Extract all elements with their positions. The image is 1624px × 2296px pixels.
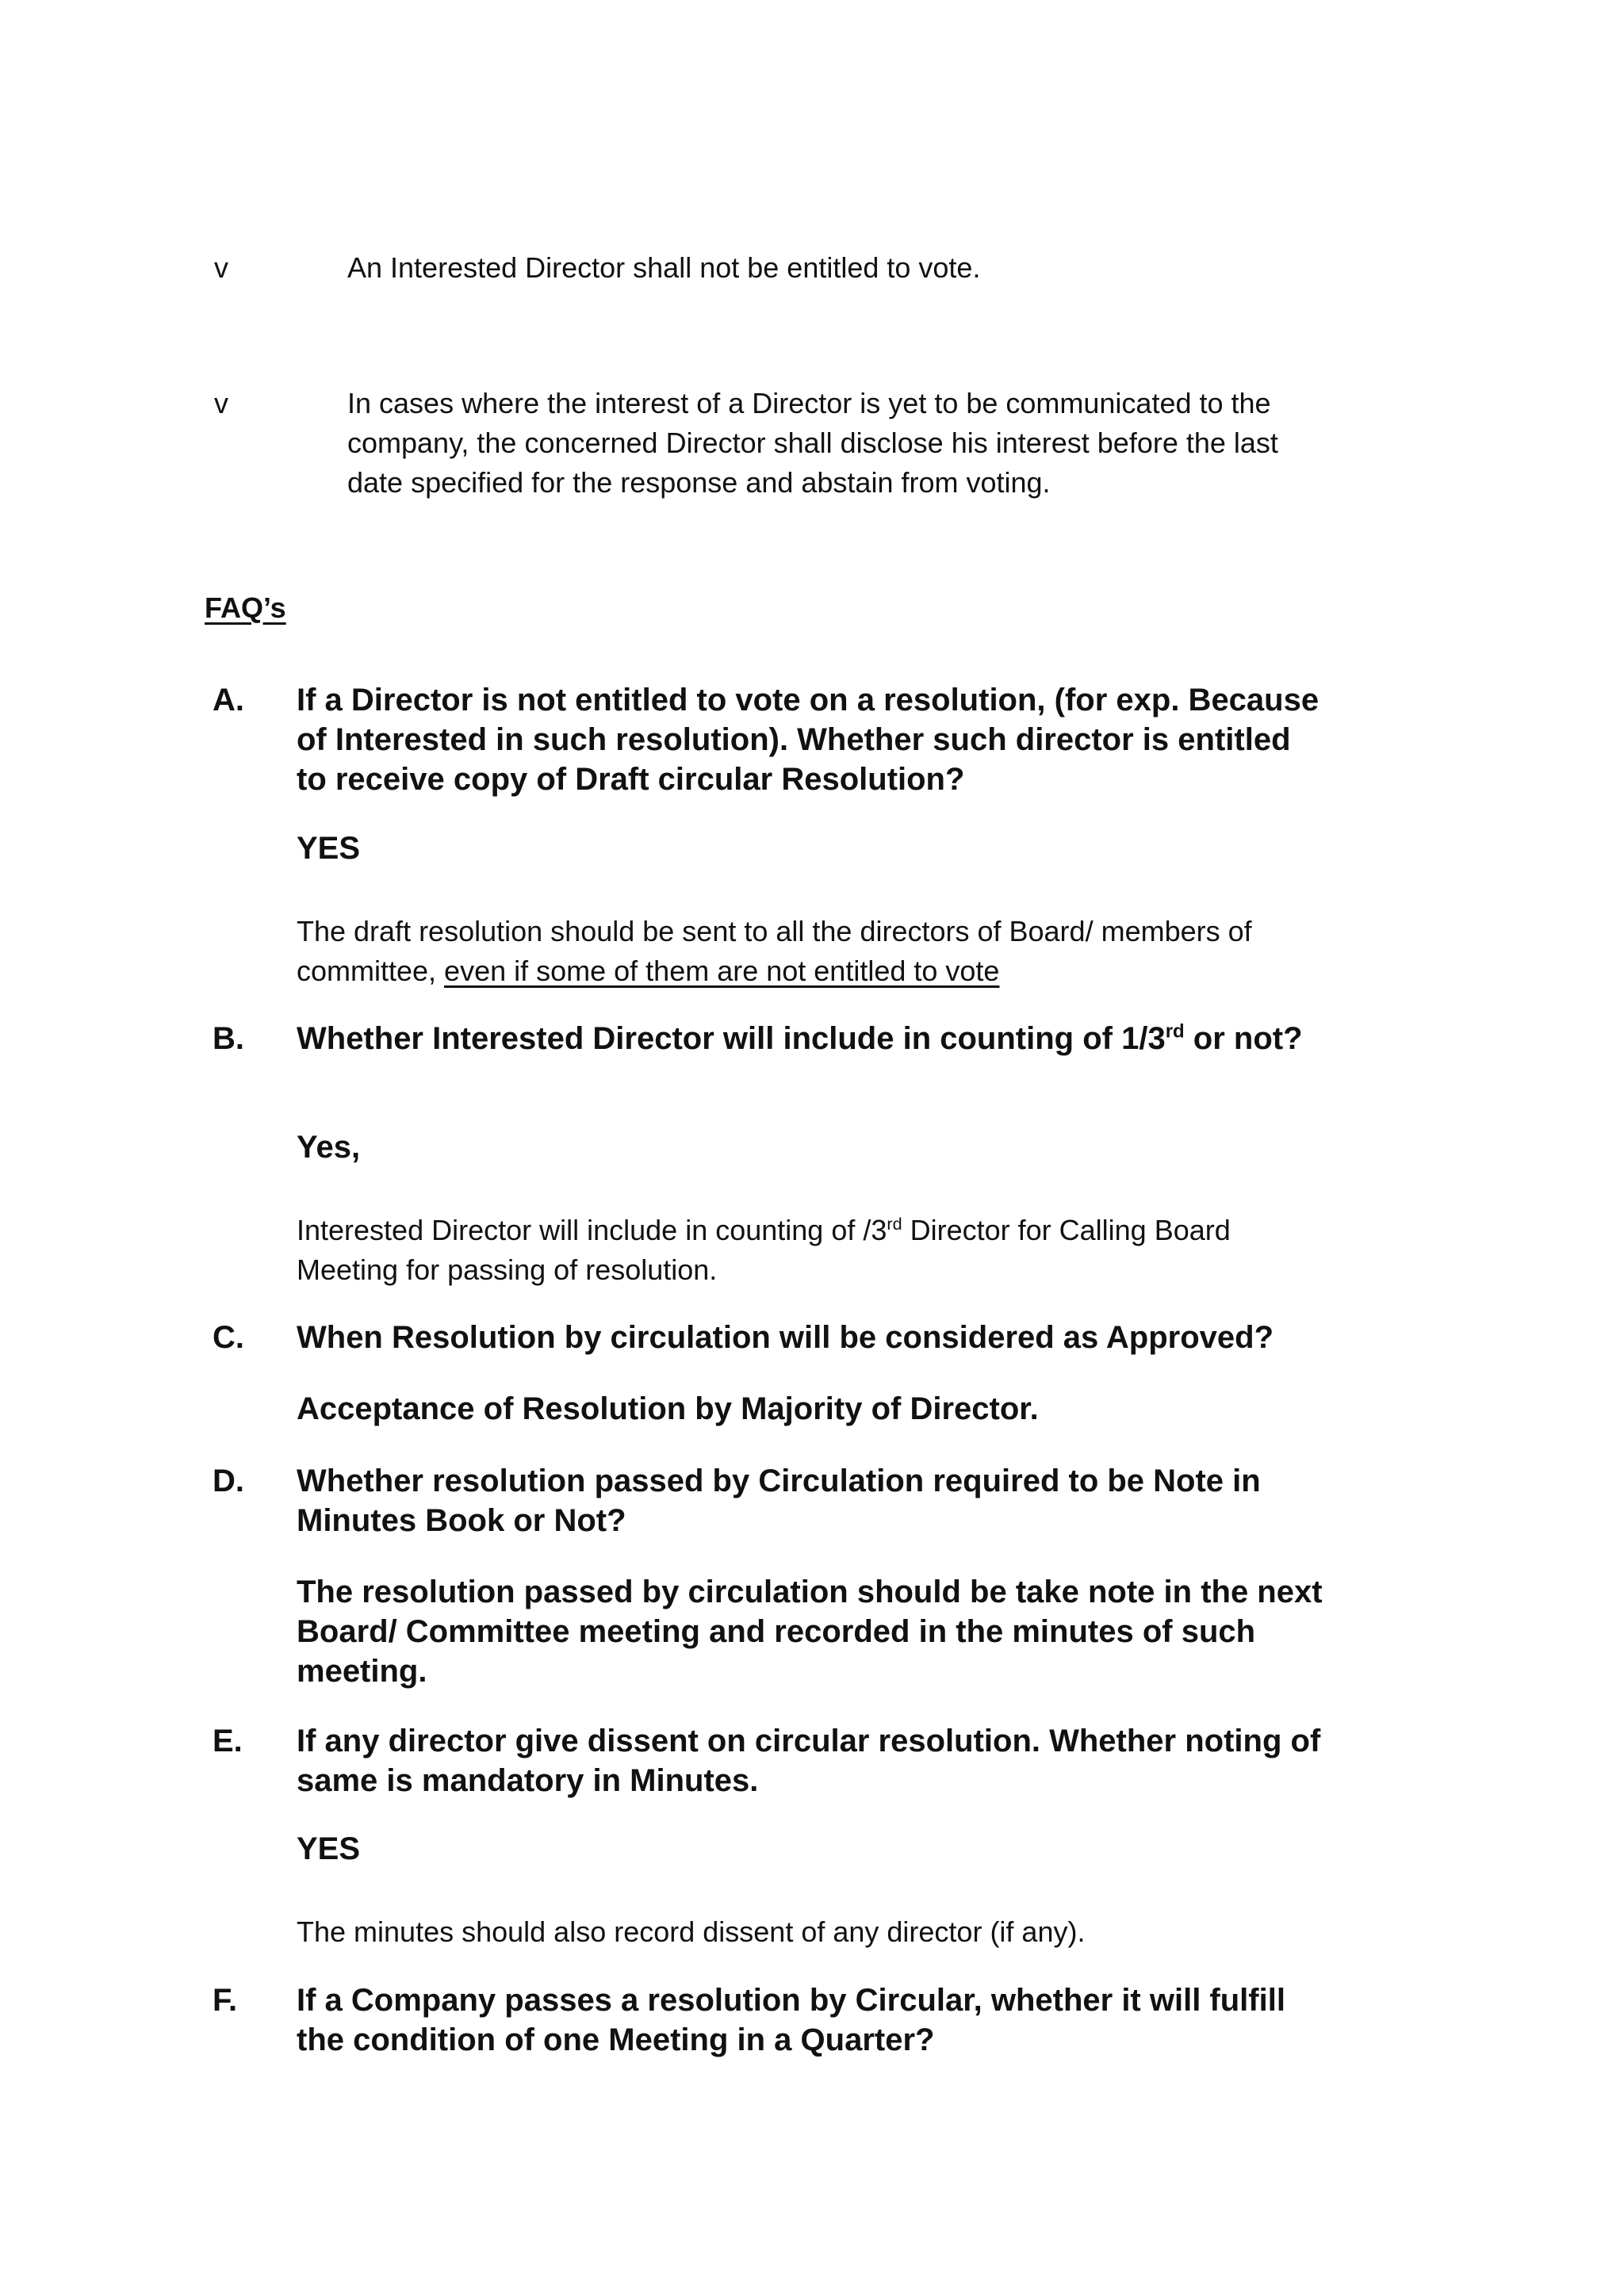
bullet-text: In cases where the interest of a Director is yet to be communicated to the company, the concerned Director shall disclose his interest before the last date specified for the response and abstain from voting. (347, 387, 1278, 499)
faq-short-answer: YES (297, 831, 361, 866)
faq-answer-underlined: even if some of them are not entitled to vote (444, 955, 1000, 987)
faq-letter: D. (213, 1464, 244, 1498)
faq-answer: The minutes should also record dissent of any director (if any). (297, 1915, 1086, 1948)
faq-answer-text: Director for Calling Board Meeting for passing of resolution. (297, 1214, 1231, 1286)
faq-question: If any director give dissent on circular resolution. Whether noting of same is mandatory in Minutes. (297, 1724, 1321, 1798)
bullet-mark: v (214, 387, 228, 419)
faq-answer-text: Interested Director will include in counting of /3 (297, 1214, 887, 1246)
faq-question-text: Whether Interested Director will include in counting of 1/3 (297, 1021, 1166, 1056)
faq-short-answer: YES (297, 1831, 361, 1866)
faq-short-answer: Acceptance of Resolution by Majority of Director. (297, 1391, 1039, 1426)
faq-letter: A. (213, 683, 244, 718)
faq-question: If a Company passes a resolution by Circular, whether it will fulfill the condition of one Meeting in a Quarter? (297, 1983, 1285, 2057)
faq-question (297, 1019, 1327, 1058)
faq-question: When Resolution by circulation will be considered as Approved? (297, 1320, 1274, 1355)
bullet-text: An Interested Director shall not be entitled to vote. (347, 251, 981, 284)
bullet-mark: v (214, 251, 228, 284)
faq-answer-text: The draft resolution should be sent to all the directors of Board/ members of committee, (297, 915, 1252, 987)
faq-question: If a Director is not entitled to vote on a resolution, (for exp. Because of Interested in such resolution). Whether such director is entitled to receive copy of Draft circular Resolution? (297, 683, 1320, 797)
faq-answer (297, 1211, 1327, 1290)
superscript: rd (1165, 1020, 1185, 1043)
faq-question-text: or not? (1184, 1021, 1303, 1056)
faq-answer (297, 912, 1327, 991)
faq-letter: F. (213, 1983, 238, 2018)
faq-heading: FAQ’s (205, 591, 286, 624)
faq-question: Whether resolution passed by Circulation required to be Note in Minutes Book or Not? (297, 1464, 1261, 1538)
superscript: rd (887, 1214, 902, 1234)
faq-short-answer: The resolution passed by circulation should be take note in the next Board/ Committee meeting and recorded in the minutes of such meeting. (297, 1575, 1323, 1689)
faq-letter: B. (213, 1021, 244, 1056)
faq-letter: E. (213, 1724, 243, 1758)
faq-short-answer: Yes, (297, 1130, 361, 1165)
faq-letter: C. (213, 1320, 244, 1355)
